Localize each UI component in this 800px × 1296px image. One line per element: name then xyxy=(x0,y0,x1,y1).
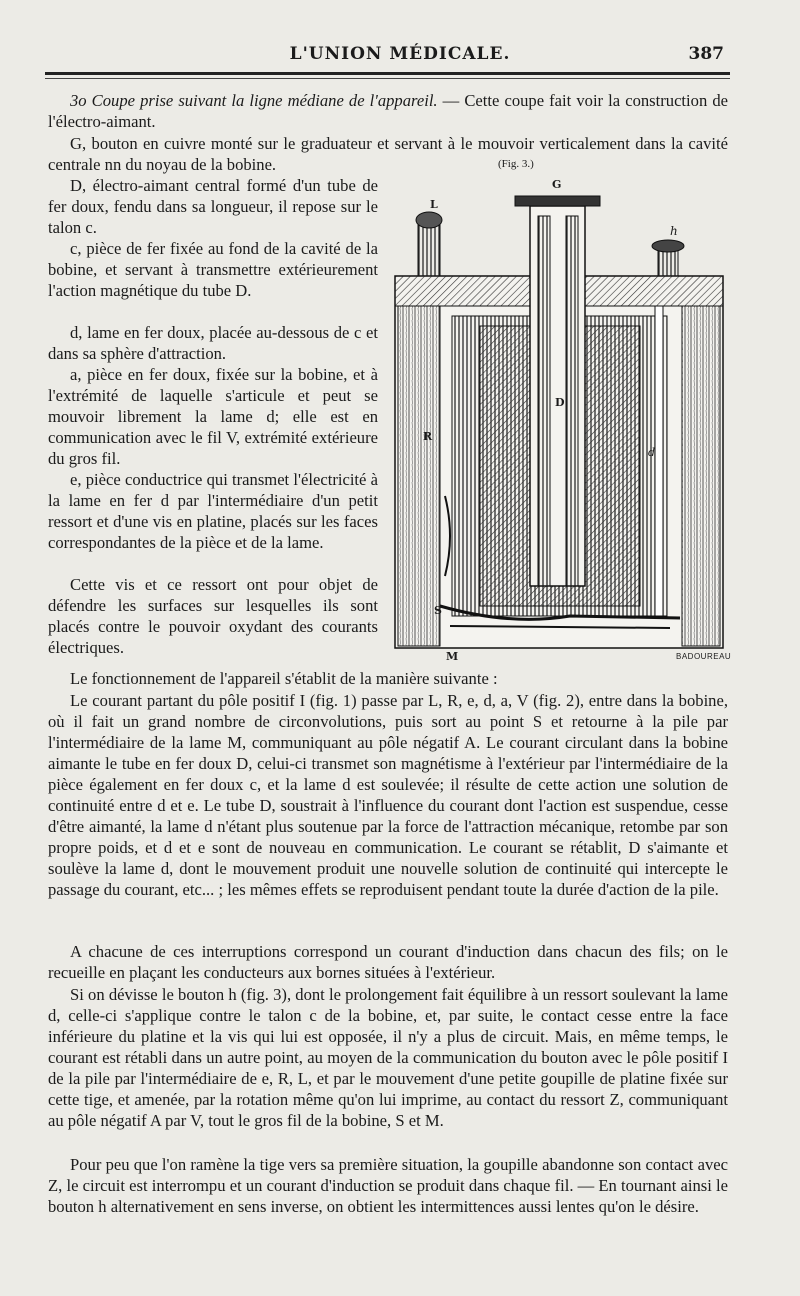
paragraph-interruptions: A chacune de ces interruptions correspond un courant d'induction dans chacun des fils; on le recueille en plaçant les conducteurs aux bornes situées à l'extérieur. xyxy=(48,942,728,982)
label-d: d xyxy=(648,446,656,459)
label-D: D xyxy=(555,396,565,409)
label-h: h xyxy=(670,224,678,238)
paragraph-section-3: 3o Coupe prise suivant la ligne médiane de l'appareil. — Cette coupe fait voir la construction de l'électro-aimant. xyxy=(48,91,728,131)
paragraph-bouton-h: Si on dévisse le bouton h (fig. 3), dont le prolongement fait équilibre à un ressort soulevant la lame d, celle-ci s'applique contre le talon c de la bobine, et, par suite, le contact cesse entre la face inférieure du platine et la vis qui lui est opposée, il n'y a plus de circuit. Mais, en même temps, le courant est rétabli dans un autre point, au moyen de la communication du bouton avec le pôle positif I de la pile par l'intermédiaire de e, R, L, et par le mouvement d'une petite goupille de platine fixée sur cette tige, et amenée, par la rotation même qu'on lui imprime, au contact du ressort Z, communiquant au pôle négatif A par V, tout le gros fil de la bobine, S et M. xyxy=(48,985,728,1130)
paragraph-e: e, pièce conductrice qui transmet l'électricité à la lame en fer d par l'intermédiaire d'un petit ressort et d'une vis en platine, placés sur les faces correspondantes de la pièce et de la lame. xyxy=(48,470,378,552)
label-G: G xyxy=(552,178,562,191)
paragraph-c: c, pièce de fer fixée au fond de la cavité de la bobine, et servant à transmettre extérieurement l'action magnétique du tube D. xyxy=(48,239,378,300)
figure-caption: (Fig. 3.) xyxy=(498,158,534,170)
label-R: R xyxy=(423,430,433,443)
engraver-credit: BADOUREAU xyxy=(676,652,732,661)
header-rule xyxy=(45,72,730,75)
paragraph-d: D, électro-aimant central formé d'un tube de fer doux, fendu dans sa longueur, il repose sur le talon c. xyxy=(48,176,378,237)
paragraph-d-lame: d, lame en fer doux, placée au-dessous de c et dans sa sphère d'attraction. xyxy=(48,323,378,363)
label-M: M xyxy=(446,650,459,663)
paragraph-g: G, bouton en cuivre monté sur le graduateur et servant à le mouvoir verticalement dans la cavité centrale nn du noyau de la bobine. xyxy=(48,134,728,174)
running-head: L'UNION MÉDICALE. xyxy=(289,44,511,64)
figure-illustration xyxy=(390,176,735,666)
section-lead: 3o Coupe prise suivant la ligne médiane de l'appareil. xyxy=(70,91,438,110)
label-S: S xyxy=(434,604,442,617)
paragraph-fonctionnement: Le fonctionnement de l'appareil s'établit de la manière suivante : xyxy=(70,669,498,688)
figure-3-electromagnet xyxy=(390,176,735,666)
header-rule-thin xyxy=(45,78,730,79)
paragraph-courant: Le courant partant du pôle positif I (fig. 1) passe par L, R, e, d, a, V (fig. 2), entre dans la bobine, où il fait un grand nombre de circonvolutions, puis sort au point S et retourne à la pile par l'intermédiaire de la lame M, communiquant au pôle négatif A. Le courant circulant dans la bobine aimante le tube en fer doux D, celui-ci transmet son magnétisme à l'extérieur par l'intermédiaire de la pièce également en fer doux c, et la lame d est soulevée; il résulte de cette action une solution de continuité entre d et e. Le tube D, soustrait à l'influence du courant dont l'action est suspendue, cesse d'être aimanté, la lame d n'étant plus soutenue par la force de l'attraction mécanique, retombe par son propre poids, et d et e sont de nouveau en communication. Le courant se rétablit, D s'aimante et soulève la lame d, dont le mouvement produit une nouvelle solution de continuité qui intercepte le passage du courant, etc... ; les mêmes effets se reproduisent pendant toute la durée d'action de la pile. xyxy=(48,691,728,899)
label-L: L xyxy=(430,198,438,211)
paragraph-tige: Pour peu que l'on ramène la tige vers sa première situation, la goupille abandonne son contact avec Z, le circuit est interrompu et un courant d'induction se produit dans chaque fil. — En tournant ainsi le bouton h alternativement en sens inverse, on obtient les intermittences aussi lentes qu'on le désire. xyxy=(48,1155,728,1216)
page-number: 387 xyxy=(688,44,724,64)
paragraph-vis: Cette vis et ce ressort ont pour objet de défendre les surfaces sur lesquelles ils sont placés contre le pouvoir oxydant des courants électriques. xyxy=(48,575,378,657)
paragraph-a: a, pièce en fer doux, fixée sur la bobine, et à l'extrémité de laquelle s'articule et peut se mouvoir librement la lame d; elle est en communication avec le fil V, extrémité extérieure du gros fil. xyxy=(48,365,378,468)
